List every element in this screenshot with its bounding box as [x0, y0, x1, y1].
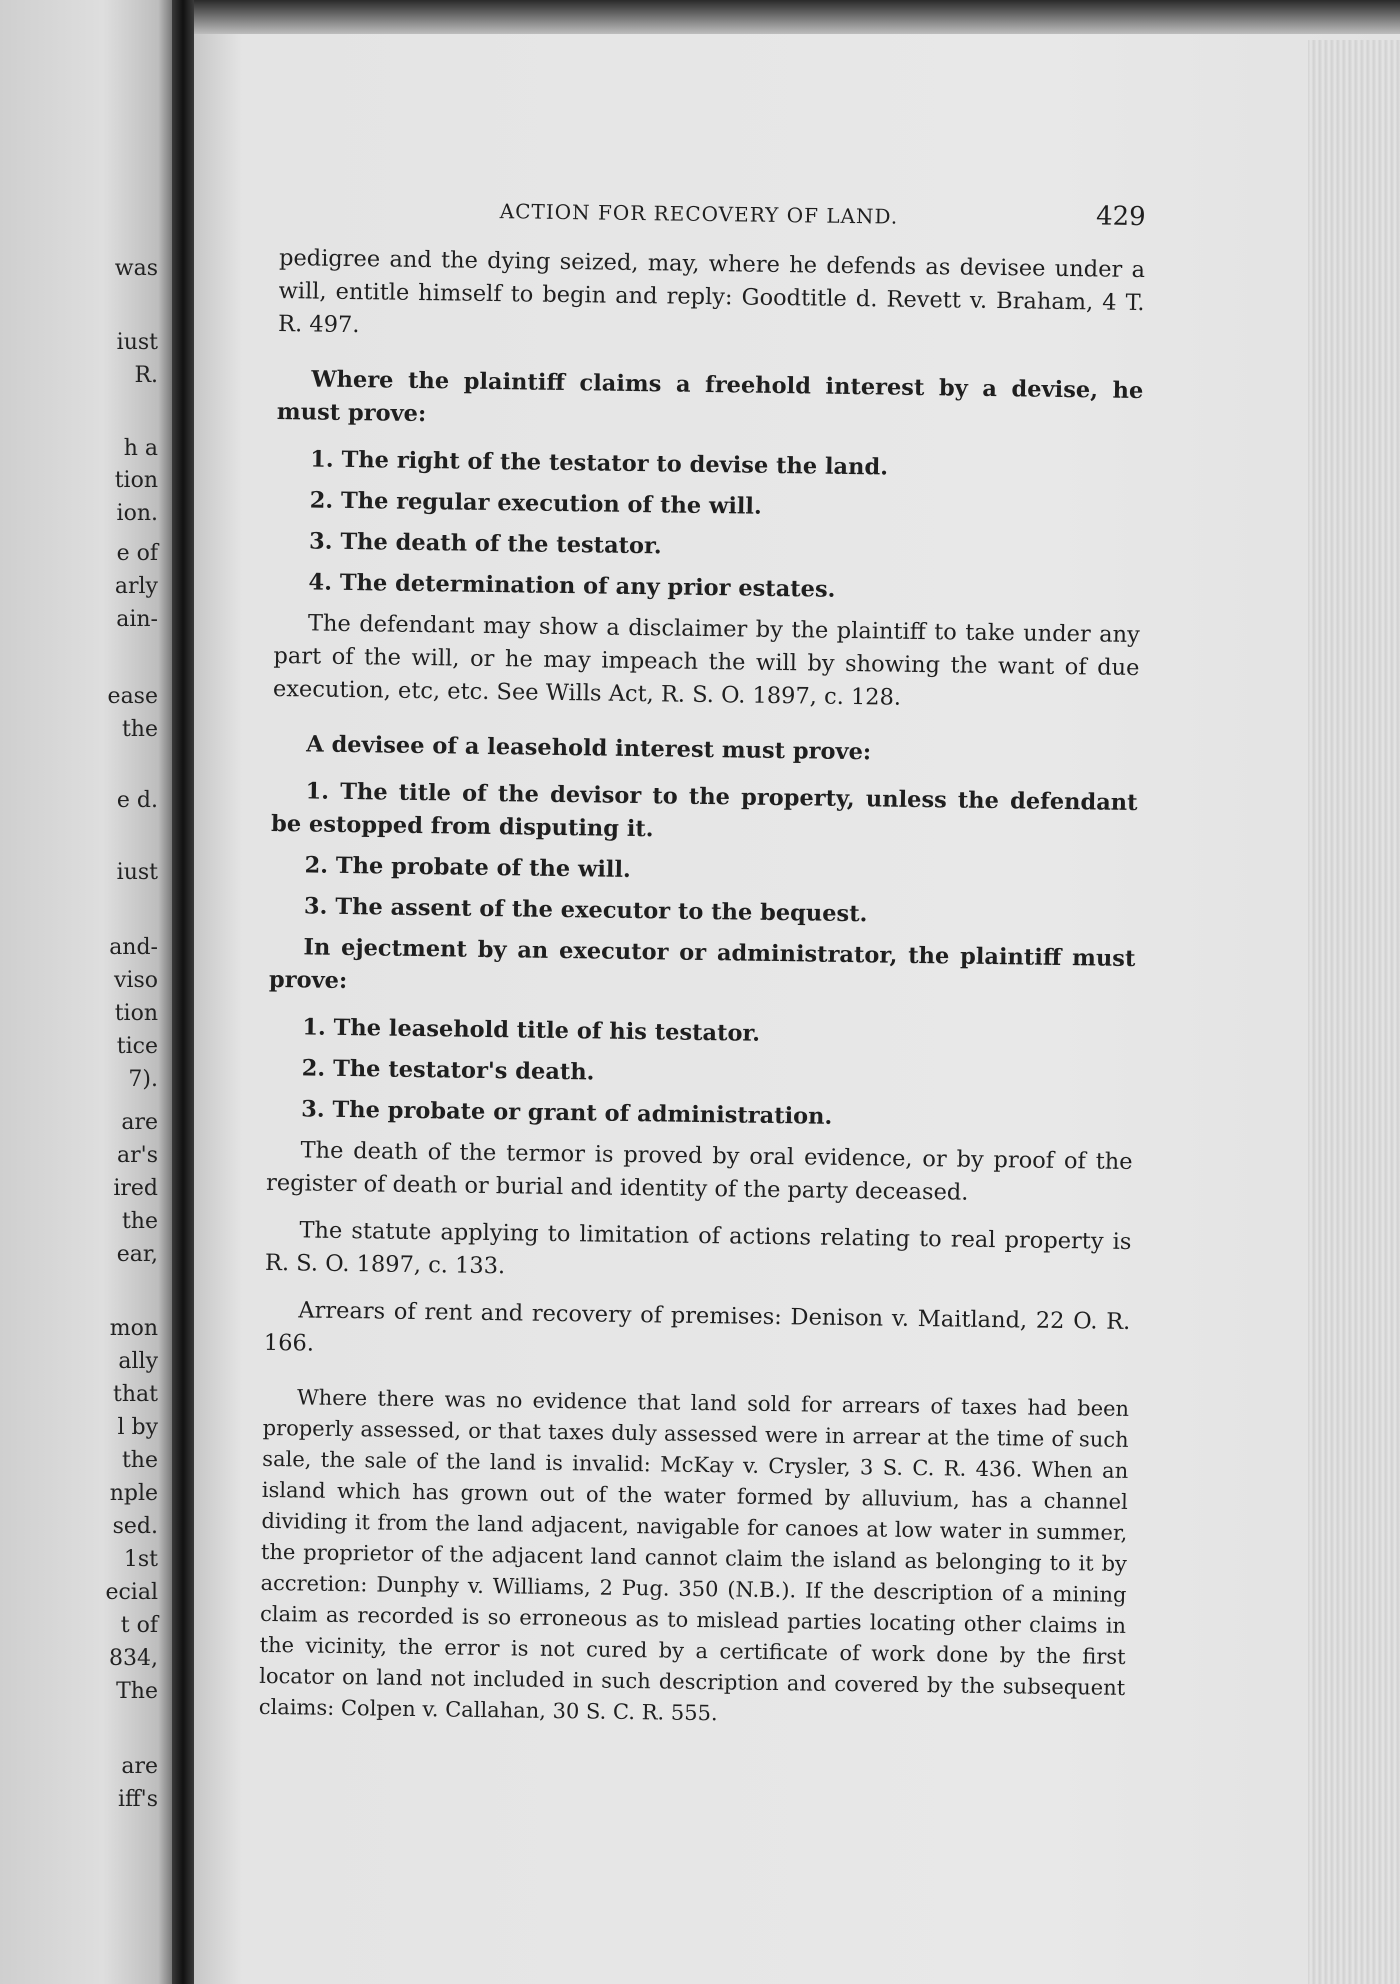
left-page-fragment: and- — [109, 935, 158, 960]
left-page-fragment: ease — [107, 684, 158, 709]
left-page-fragment: the — [121, 1209, 158, 1234]
list-item: 4. The determination of any prior estates. — [308, 569, 836, 603]
page-number: 429 — [1095, 201, 1146, 233]
book-gutter — [172, 0, 194, 1984]
left-page-fragment: iust — [116, 330, 158, 355]
page-content — [258, 190, 1146, 1749]
paragraph-statute: The statute applying to limitation of actions relating to real property is R. S. O. 1897, c. 133. — [264, 1217, 1132, 1280]
left-page-fragment: nple — [109, 1481, 158, 1506]
left-page-fragment: iff's — [117, 1787, 158, 1812]
list-item: 1. The leasehold title of his testator. — [302, 1014, 761, 1047]
left-page-fragment: iust — [116, 860, 158, 885]
heading-executor-ejectment: In ejectment by an executor or administrator, the plaintiff must prove: — [268, 934, 1136, 995]
left-page-fragment: t of — [120, 1613, 158, 1638]
left-page-fragment: ion. — [116, 501, 158, 526]
paragraph-cases: Where there was no evidence that land sold for arrears of taxes had been properly assessed, or that taxes duly assessed were in arrear at the time of such sale, the sale of the land is invalid: McKay v. Crysler, 3 S. C. R. 436. When an island which has grown out of the water formed by alluvium, has a channel dividing it from the land adjacent, navigable for canoes at low water in summer, the proprietor of the adjacent land cannot claim the island as belonging to it by accretion: Dunphy v. Williams, 2 Pug. 350 (N.B.). If the description of a mining claim as recorded is so erroneous as to mislead parties locating other claims in the vicinity, the error is not cured by a certificate of work done by the first locator on land not included in such description and covered by the subsequent claims: Colpen v. Callahan, 30 S. C. R. 555. — [258, 1385, 1130, 1726]
left-page-fragment: e d. — [116, 788, 158, 813]
paragraph-continuation: pedigree and the dying seized, may, where he defends as devisee under a will, entitle himself to begin and reply: Goodtitle d. Revett v. Braham, 4 T. R. 497. — [277, 244, 1146, 339]
left-page-fragment: viso — [114, 968, 158, 993]
list-item: 3. The death of the testator. — [308, 528, 662, 560]
left-page-fragment: ear, — [116, 1242, 158, 1267]
left-page-fragment: R. — [134, 363, 158, 388]
list-item: 3. The probate or grant of administration. — [300, 1096, 833, 1130]
list-item: 2. The testator's death. — [301, 1055, 595, 1086]
left-page-fragment: the — [121, 717, 158, 742]
left-page-fragment: l by — [117, 1415, 158, 1440]
left-page-fragment: ar's — [117, 1143, 158, 1168]
left-page-fragment: ecial — [105, 1580, 158, 1605]
left-facing-page — [0, 0, 172, 1984]
heading-freehold-devise: Where the plaintiff claims a freehold interest by a devise, he must prove: — [276, 366, 1144, 428]
left-page-fragment: 1st — [123, 1547, 158, 1572]
left-page-fragment: ally — [118, 1349, 158, 1374]
list-item: 3. The assent of the executor to the bequest. — [303, 893, 868, 928]
left-page-fragment: 834, — [109, 1646, 158, 1671]
list-item: 1. The title of the devisor to the property, unless the defendant be estopped from disputing it. — [270, 778, 1138, 843]
left-page-fragment: h a — [123, 436, 158, 461]
left-page-fragment: the — [121, 1448, 158, 1473]
paragraph-arrears: Arrears of rent and recovery of premises: Denison v. Maitland, 22 O. R. 166. — [263, 1297, 1131, 1357]
left-page-fragment: tion — [114, 468, 158, 493]
top-edge-shadow — [194, 0, 1400, 34]
list-item: 2. The regular execution of the will. — [309, 487, 762, 520]
left-page-fragment: sed. — [112, 1514, 158, 1539]
left-page-fragment: The — [116, 1679, 158, 1704]
left-page-fragment: are — [121, 1754, 158, 1779]
list-item: 2. The probate of the will. — [304, 852, 632, 883]
running-title: ACTION FOR RECOVERY OF LAND. — [499, 199, 899, 229]
page-stack-edge — [1308, 40, 1400, 1984]
heading-leasehold-devisee: A devisee of a leasehold interest must prove: — [306, 731, 872, 766]
left-page-fragment: ain- — [116, 607, 158, 632]
paragraph-defendant: The defendant may show a disclaimer by the plaintiff to take under any part of the will, or he may impeach the will by showing the want of due execution, etc, etc. See Wills Act, R. S. O. 1897, c. 128. — [272, 610, 1141, 711]
left-page-fragment: tion — [114, 1001, 158, 1026]
left-page-fragment: mon — [109, 1316, 158, 1341]
left-page-fragment: that — [113, 1382, 158, 1407]
left-page-fragment: ired — [113, 1176, 158, 1201]
left-page-fragment: tice — [116, 1034, 158, 1059]
left-page-fragment: are — [121, 1110, 158, 1135]
left-page-fragment: arly — [114, 574, 158, 599]
left-page-fragment: e of — [116, 541, 158, 566]
left-page-fragment: was — [114, 256, 158, 281]
paragraph-termor: The death of the termor is proved by oral evidence, or by proof of the register of death or burial and identity of the party deceased. — [265, 1137, 1133, 1206]
list-item: 1. The right of the testator to devise the land. — [310, 446, 889, 481]
left-page-fragment: 7). — [128, 1067, 158, 1092]
